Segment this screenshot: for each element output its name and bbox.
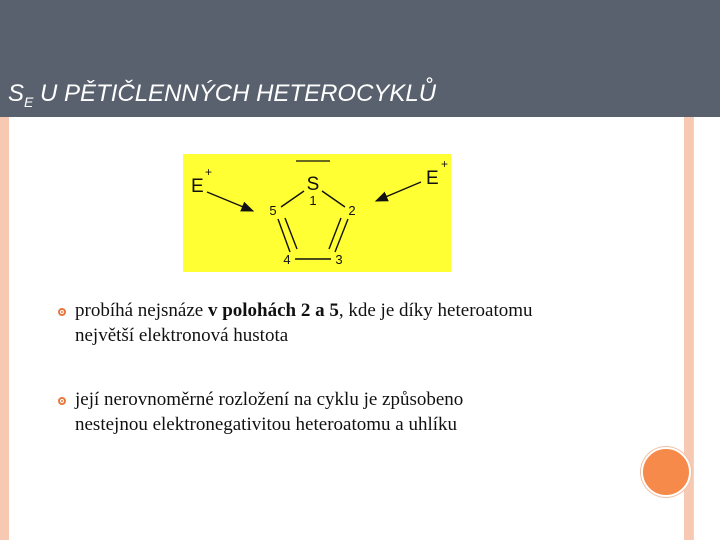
thiophene-figure [183, 154, 451, 272]
bullet-2-line-1: její nerovnoměrné rozložení na cyklu je způsobeno [75, 389, 464, 410]
position-4: 4 [283, 252, 291, 267]
electrophile-left: E [191, 176, 204, 197]
electrophile-right: E [426, 168, 439, 189]
position-5: 5 [269, 203, 277, 218]
title-subscript: E [24, 94, 34, 110]
right-decor-line [693, 117, 694, 540]
bullet-1-bold: v polohách 2 a 5 [207, 300, 339, 321]
title-main: S [8, 80, 25, 107]
bullet-text-2 [75, 387, 675, 437]
bullet-marker-2 [58, 397, 66, 405]
slide-title [8, 79, 436, 111]
bullet-1-text-b: , kde je díky heteroatomu [338, 300, 533, 321]
left-decor-stripe [0, 117, 9, 540]
bullet-1-line-2: největší elektronová hustota [75, 325, 289, 346]
bullet-marker-1 [58, 308, 66, 316]
position-3: 3 [335, 252, 343, 267]
title-rest: U PĚTIČLENNÝCH HETEROCYKLŮ [33, 80, 437, 107]
position-2: 2 [348, 203, 356, 218]
bullet-1-text-a: probíhá nejsnáze [75, 300, 208, 321]
sulfur-atom: S [306, 174, 320, 195]
position-1: 1 [309, 193, 317, 208]
bullet-2-line-2: nestejnou elektronegativitou heteroatomu a uhlíku [75, 414, 458, 435]
decor-circle [641, 447, 691, 497]
charge-right: + [441, 157, 449, 171]
bullet-text-1 [75, 298, 675, 348]
charge-left: + [205, 165, 213, 179]
figure-background [183, 154, 451, 272]
